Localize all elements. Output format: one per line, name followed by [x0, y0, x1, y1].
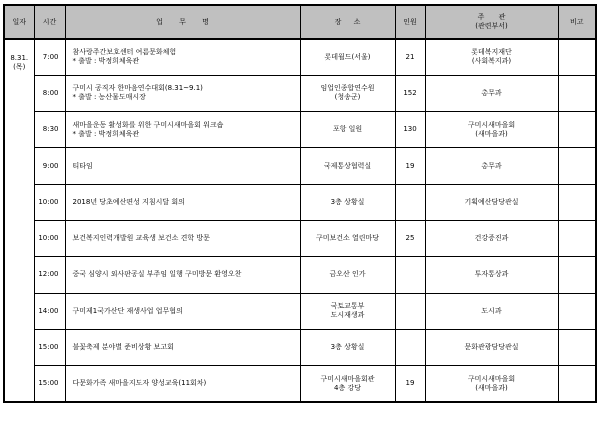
- task-line: 새마을운동 활성화를 위한 구미시새마을회 워크숍: [72, 120, 224, 129]
- dept-line: (새마을과): [475, 383, 508, 392]
- time-cell: 12:00: [34, 257, 65, 293]
- place-cell: [300, 366, 395, 402]
- header-task: 업 무 명: [65, 5, 300, 39]
- dept-cell: [425, 184, 558, 220]
- place-cell: [300, 184, 395, 220]
- task-cell: [65, 184, 300, 220]
- place-cell: [300, 293, 395, 329]
- date-label: (목): [13, 63, 26, 71]
- task-cell: [65, 75, 300, 111]
- table-row: [4, 220, 596, 256]
- table-row: [4, 75, 596, 111]
- note-cell: [558, 293, 596, 329]
- people-cell: [395, 257, 425, 293]
- place-line: 도시재생과: [330, 311, 365, 320]
- header-dept-line1: 주 관: [477, 13, 506, 21]
- dept-cell: [425, 75, 558, 111]
- people-cell: 25: [395, 220, 425, 256]
- dept-cell: [425, 329, 558, 365]
- place-line: 3층 상황실: [330, 343, 365, 352]
- note-cell: [558, 366, 596, 402]
- dept-cell: [425, 293, 558, 329]
- task-line: 다문화가족 새마을지도자 양성교육(11회차): [72, 379, 207, 388]
- people-cell: 21: [395, 39, 425, 75]
- task-line: 불꽃축제 분야별 준비상황 보고회: [72, 343, 174, 352]
- place-cell: [300, 75, 395, 111]
- people-cell: 152: [395, 75, 425, 111]
- dept-line: 총무과: [481, 88, 502, 97]
- people-cell: 19: [395, 366, 425, 402]
- table-row: [4, 293, 596, 329]
- header-people: 인원: [395, 5, 425, 39]
- schedule-table: [3, 4, 597, 403]
- task-line: * 출발 : 농산물도매시장: [72, 93, 146, 102]
- header-row: [4, 5, 596, 39]
- note-cell: [558, 184, 596, 220]
- task-cell: [65, 366, 300, 402]
- dept-line: 구미시새마을회: [467, 120, 516, 129]
- task-cell: [65, 257, 300, 293]
- task-line: 티타임: [72, 161, 93, 170]
- table-row: [4, 329, 596, 365]
- table-row: [4, 366, 596, 402]
- time-cell: 10:00: [34, 184, 65, 220]
- time-cell: 15:00: [34, 366, 65, 402]
- task-line: 보건복지인력개발원 교육생 보건소 견학 방문: [72, 234, 210, 243]
- place-cell: [300, 257, 395, 293]
- people-cell: 19: [395, 148, 425, 184]
- note-cell: [558, 75, 596, 111]
- time-cell: 8:30: [34, 112, 65, 148]
- task-cell: [65, 293, 300, 329]
- task-line: * 출발 : 박정희체육관: [72, 57, 140, 66]
- place-line: 임업인종합연수원: [320, 84, 375, 93]
- place-line: 금오산 인가: [329, 270, 366, 279]
- time-cell: 7:00: [34, 39, 65, 75]
- place-cell: [300, 148, 395, 184]
- task-cell: [65, 39, 300, 75]
- date-cell: [4, 39, 34, 402]
- date-label: 8.31.: [10, 54, 29, 62]
- dept-cell: [425, 257, 558, 293]
- header-note: 비고: [558, 5, 596, 39]
- table-row: [4, 112, 596, 148]
- dept-cell: [425, 148, 558, 184]
- place-line: 구미시새마을회관: [320, 374, 375, 383]
- header-dept-line2: (관련부서): [475, 22, 508, 30]
- dept-cell: [425, 220, 558, 256]
- place-cell: [300, 39, 395, 75]
- dept-cell: [425, 112, 558, 148]
- dept-line: 문화관광담당관실: [464, 343, 519, 352]
- place-line: 3층 상황실: [330, 197, 365, 206]
- dept-line: 기획예산담당관실: [464, 197, 519, 206]
- task-line: 2018년 당초예산편성 지침시달 회의: [72, 197, 185, 206]
- task-line: 구미제1국가산단 재생사업 업무협의: [72, 306, 183, 315]
- place-line: 포항 일원: [332, 125, 363, 134]
- table-row: [4, 39, 596, 75]
- table-row: [4, 148, 596, 184]
- note-cell: [558, 112, 596, 148]
- dept-line: 롯데복지재단: [471, 48, 512, 57]
- task-line: 중국 심양시 외사판공실 부주임 일행 구미방문 환영오찬: [72, 270, 242, 279]
- place-cell: [300, 112, 395, 148]
- task-cell: [65, 112, 300, 148]
- people-cell: [395, 184, 425, 220]
- note-cell: [558, 257, 596, 293]
- dept-cell: [425, 39, 558, 75]
- time-cell: 9:00: [34, 148, 65, 184]
- task-line: * 출발 : 박정희체육관: [72, 129, 140, 138]
- dept-line: 총무과: [481, 161, 502, 170]
- task-line: 참사랑주간보호센터 여름문화체험: [72, 48, 177, 57]
- note-cell: [558, 220, 596, 256]
- dept-line: 투자통상과: [474, 270, 509, 279]
- place-line: 국제통상협력실: [323, 161, 372, 170]
- task-line: 구미시 공직자 한마음연수대회(8.31~9.1): [72, 84, 203, 93]
- table-row: [4, 184, 596, 220]
- time-cell: 14:00: [34, 293, 65, 329]
- dept-line: 구미시새마을회: [467, 374, 516, 383]
- dept-line: 도시과: [481, 306, 502, 315]
- place-line: (청송군): [334, 93, 361, 102]
- note-cell: [558, 329, 596, 365]
- header-place: 장 소: [300, 5, 395, 39]
- header-dept: [425, 5, 558, 39]
- task-cell: [65, 148, 300, 184]
- note-cell: [558, 39, 596, 75]
- place-cell: [300, 329, 395, 365]
- dept-line: 건강증진과: [474, 234, 509, 243]
- table-row: [4, 257, 596, 293]
- task-cell: [65, 329, 300, 365]
- place-line: 롯데월드(서울): [324, 52, 371, 61]
- dept-line: (새마을과): [475, 129, 508, 138]
- people-cell: [395, 329, 425, 365]
- place-line: 국토교통부: [330, 302, 365, 311]
- dept-line: (사회복지과): [471, 57, 512, 66]
- header-date: 일자: [4, 5, 34, 39]
- task-cell: [65, 220, 300, 256]
- header-time: 시간: [34, 5, 65, 39]
- time-cell: 8:00: [34, 75, 65, 111]
- people-cell: 130: [395, 112, 425, 148]
- time-cell: 10:00: [34, 220, 65, 256]
- place-line: 4층 강당: [334, 383, 361, 392]
- place-line: 구미보건소 열린마당: [315, 234, 380, 243]
- place-cell: [300, 220, 395, 256]
- people-cell: [395, 293, 425, 329]
- time-cell: 15:00: [34, 329, 65, 365]
- note-cell: [558, 148, 596, 184]
- dept-cell: [425, 366, 558, 402]
